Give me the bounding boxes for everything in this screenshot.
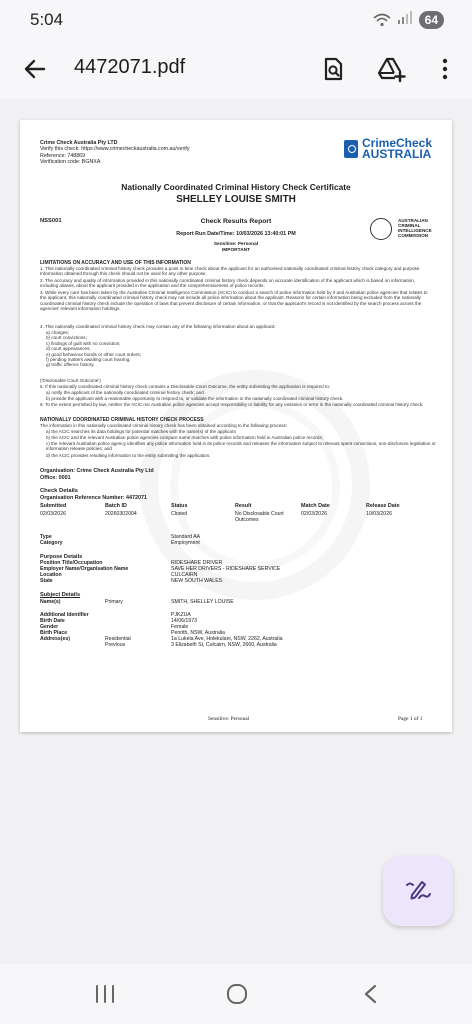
verification-code: Verification code: BGNXA xyxy=(40,159,101,166)
certificate-title: Nationally Coordinated Criminal History Check Certificate xyxy=(121,182,351,192)
addl-label: Additional Identifier xyxy=(40,612,89,618)
col-header: Batch ID xyxy=(105,503,127,509)
list-item: f) pending matters awaiting court hearing; xyxy=(46,357,131,363)
list-item: c) findings of guilt with no conviction; xyxy=(46,340,121,346)
check-details-heading: Check Details xyxy=(40,488,79,494)
limitations-1: 1. This nationally coordinated criminal history check provides a point in time check about the applicant for an authorised nationally coordinated criminal history check category and purpose. Information obtained through this check should not be used for any other purpose. xyxy=(40,266,421,277)
pen-annotate-icon xyxy=(403,874,433,909)
wifi-icon xyxy=(373,13,391,27)
charges-list xyxy=(46,330,438,368)
search-document-icon[interactable] xyxy=(318,54,348,84)
table-cell: No Disclosable Court Outcomes xyxy=(235,511,284,523)
footer-page-number: Page 1 of 1 xyxy=(398,716,423,722)
signal-icon xyxy=(397,11,413,29)
limitations-5: 5. If this nationally coordinated criminal history check contains a Disclosable Court Outcome, the entity submitting the application is required to: xyxy=(40,384,331,389)
home-icon[interactable] xyxy=(226,984,248,1009)
acic-commission-label: AUSTRALIAN CRIMINAL INTELLIGENCE COMMISSION xyxy=(398,218,432,238)
org-ref: Organisation Reference Number: 4472071 xyxy=(40,495,147,501)
category-value: Employment xyxy=(171,540,200,546)
list-item: g) traffic offence history. xyxy=(46,362,95,368)
address-res-value: 1a Lukela Ave, Holekulani, NSW, 2262, Australia xyxy=(171,636,283,642)
process-c: c) the relevant Australian police agency identifies any police information held in its police records and releases the information subject to relevant spent convictions, non-disclosure legislation or information release policies; and xyxy=(46,441,436,452)
state-label: State xyxy=(40,578,53,584)
process-d: d) the ACIC provides resulting information to the entity submitting the application. xyxy=(46,453,211,458)
acic-seal-icon xyxy=(370,218,392,240)
position-label: Position Title/Occupation xyxy=(40,560,103,566)
gender-value: Female xyxy=(171,624,189,630)
limitations-2: 2. The accuracy and quality of information provided in this nationally coordinated criminal history check depends on accurate identification of the applicant which is based on information, including aliases, about the applicant provided in the application and the comprehensiveness of police records. xyxy=(40,278,416,289)
limitations-3: 3. While every care has been taken by the Australian Criminal Intelligence Commission (ACIC) to conduct a search of police information held by it and Australian police agencies that relates to the applicant, this nationally coordinated criminal history check may not include all police information about the applicant. Reasons for certain information being excluded from the nationally coordinated criminal history check include the operation of laws that prevent disclosure of certain information, or that the applicant's record is not identified by the search process across the agencies' relevant information holdings. xyxy=(40,290,428,312)
limitations-4: 4. This nationally coordinated criminal history check may contain any of the following information about an applicant: xyxy=(40,324,276,329)
reference: Reference: 748869 xyxy=(40,152,86,159)
status-icons xyxy=(373,11,444,29)
names-type: Primary xyxy=(105,599,123,605)
list-item: e) good behaviour bonds or other court orders; xyxy=(46,351,141,357)
organisation: Organisation: Crime Check Australia Pty Ltd xyxy=(40,468,154,474)
shield-icon xyxy=(344,140,358,158)
recent-apps-icon[interactable] xyxy=(94,984,116,1009)
address-prev-value: 3 Elizabeth St, Culcairn, NSW, 2660, Australia xyxy=(171,642,277,648)
results-report-title: Check Results Report xyxy=(200,218,272,225)
footer-sensitive: Sensitive: Personal xyxy=(208,716,250,722)
limitations-5b: b) provide the applicant with a reasonable opportunity to respond to, or validate the information in the nationally coordinated criminal history check. xyxy=(46,396,344,401)
names-label: Name(s) xyxy=(40,599,61,605)
type-value: Standard AA xyxy=(171,534,201,540)
location-value: CULCAIRN xyxy=(171,572,198,578)
address-prev-label: Previous xyxy=(105,642,126,648)
list-item: b) court convictions; xyxy=(46,335,87,341)
disclosable-label: ('Disclosable Court Outcome') xyxy=(40,378,101,383)
type-label: Type xyxy=(40,534,52,540)
process-a: a) the ACIC searches its data holdings for potential matches with the name(s) of the applicant xyxy=(46,429,236,434)
logo-line1: CrimeCheck xyxy=(362,136,433,150)
table-cell: 20260302004 xyxy=(105,511,137,517)
limitations-6: 6. To the extent permitted by law, neither the ACIC nor Australian police agencies accept responsibility or liability for any omission or error in the nationally coordinated criminal history check. xyxy=(40,402,424,407)
person-name: SHELLEY LOUISE SMITH xyxy=(176,194,296,205)
subject-heading: Subject Details xyxy=(40,592,81,598)
back-icon[interactable] xyxy=(360,984,382,1009)
location-label: Location xyxy=(40,572,62,578)
list-item: a) charges; xyxy=(46,330,69,335)
purpose-heading: Purpose Details xyxy=(40,554,83,560)
table-cell: 02/03/2026 xyxy=(301,511,327,517)
process-intro: The information in this nationally coordinated criminal history check has been obtained according to the following process: xyxy=(40,423,288,428)
crimecheck-logo xyxy=(344,138,432,160)
list-item: d) court appearances; xyxy=(46,346,91,352)
address-res-label: Residential xyxy=(105,636,131,642)
issuer-block xyxy=(40,140,190,166)
addl-value: PJKZUA xyxy=(171,612,191,618)
process-heading: NATIONALLY COORDINATED CRIMINAL HISTORY CHECK PROCESS xyxy=(40,417,204,423)
more-options-icon[interactable] xyxy=(430,54,460,84)
dob-label: Birth Date xyxy=(40,618,65,624)
names-value: SMITH, SHELLEY LOUISE xyxy=(171,599,234,605)
file-title: 4472071.pdf xyxy=(74,56,186,78)
report-run-date: Report Run Date/Time: 10/03/2026 13:40:01 PM xyxy=(176,231,296,237)
verify-link[interactable]: Verify this check: https://www.crimecheckaustralia.com.au/verify xyxy=(40,146,190,153)
col-header: Status xyxy=(171,503,188,509)
back-arrow-icon[interactable] xyxy=(20,54,50,84)
ns-code: NSS001 xyxy=(40,218,62,224)
pob-label: Birth Place xyxy=(40,630,68,636)
sensitive-label: Sensitive: Personal xyxy=(213,242,259,247)
status-time: 5:04 xyxy=(30,10,64,29)
limitations-5a: a) notify the applicant of the nationally coordinated criminal history check; and xyxy=(46,390,204,395)
employer-label: Employer Name/Organisation Name xyxy=(40,566,129,572)
status-bar xyxy=(0,0,472,42)
battery-indicator: 64 xyxy=(419,11,444,29)
limitations-heading: LIMITATIONS ON ACCURACY AND USE OF THIS INFORMATION xyxy=(40,260,191,266)
table-cell: 10/03/2026 xyxy=(366,511,392,517)
pdf-viewer[interactable] xyxy=(0,98,472,964)
office: Office: 0001 xyxy=(40,475,71,481)
col-header: Match Date xyxy=(301,503,330,509)
add-to-drive-icon[interactable] xyxy=(376,54,406,84)
col-header: Result xyxy=(235,503,252,509)
pob-value: Penrith, NSW, Australia xyxy=(171,630,225,636)
annotate-button[interactable] xyxy=(383,856,453,926)
gender-label: Gender xyxy=(40,624,59,630)
dob-value: 14/06/1973 xyxy=(171,618,197,624)
important-label: IMPORTANT xyxy=(221,248,251,253)
app-bar xyxy=(0,42,472,98)
col-header: Release Date xyxy=(366,503,400,509)
employer-value: SAVE HER DRIVERS - RIDESHARE SERVICE xyxy=(171,566,281,572)
table-cell: Closed xyxy=(171,511,188,517)
issuer-name: Crime Check Australia Pty LTD xyxy=(40,140,118,146)
state-value: NEW SOUTH WALES xyxy=(171,578,223,584)
pdf-page xyxy=(20,120,452,732)
address-label: Address(es) xyxy=(40,636,70,642)
position-value: RIDESHARE DRIVER xyxy=(171,560,223,566)
table-cell: 02/03/2026 xyxy=(40,511,66,517)
logo-line2: AUSTRALIA xyxy=(362,147,432,161)
col-header: Submitted xyxy=(40,503,67,509)
system-nav-bar xyxy=(0,964,472,1024)
process-b: b) the ACIC and the relevant Australian police agencies compare name matches with police information held in Australian police records; xyxy=(46,435,324,440)
category-label: Category xyxy=(40,540,63,546)
